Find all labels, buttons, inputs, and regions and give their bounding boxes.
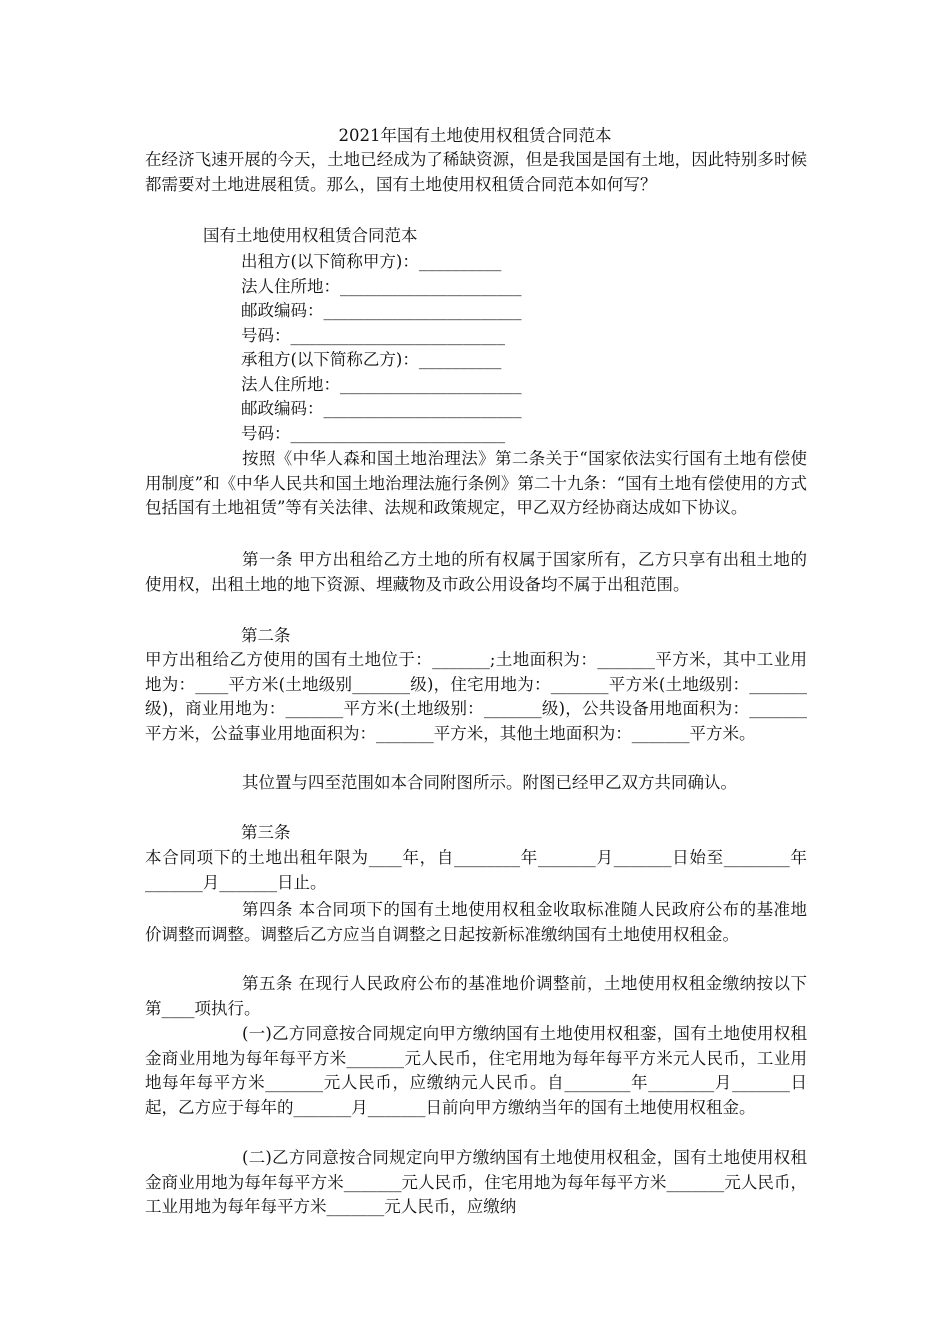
preamble-paragraph: 按照《中华人森和国土地治理法》第二条关于“国家依法实行国有土地有偿使用制度”和《中华人民共和国土地治理法施行条例》第二十九条：“国有土地有偿使用的方式包括国有土地祖赁”等有关法律、法规和政策规定，甲乙双方经协商达成如下协议。	[145, 449, 807, 517]
lessee-name-field: 承租方(以下简称乙方)：__________	[241, 350, 502, 369]
lessor-address-field: 法人住所地：______________________	[241, 277, 522, 296]
article-1: 第一条 甲方出租给乙方土地的所有权属于国家所有，乙方只享有出租土地的使用权，出租土地的地下资源、埋藏物及市政公用设备均不属于出租范围。	[145, 550, 807, 594]
lessor-postcode-field: 邮政编码：________________________	[241, 301, 522, 320]
document-title: 2021年国有土地使用权租赁合同范本	[338, 126, 612, 145]
lessee-postcode-field: 邮政编码：________________________	[241, 399, 522, 418]
lessor-number-field: 号码：__________________________	[241, 326, 505, 345]
article-4: 第四条 本合同项下的国有土地使用权租金收取标准随人民政府公布的基准地价调整而调整。调整后乙方应当自调整之日起按新标准缴纳国有土地使用权租金。	[145, 900, 807, 944]
article-2-body: 甲方出租给乙方使用的国有土地位于：_______;土地面积为：_______平方米，其中工业用地为：____平方米(土地级别_______级)，住宅用地为：_______平方米(土地级别：_______级)，商业用地为：_______平方米(土地级别：_______级)，公共设备用地面积为：_______平方米，公益事业用地面积为：_______平方米，其他土地面积为：_______平方米。	[145, 650, 807, 743]
intro-paragraph: 在经济飞速开展的今天，土地已经成为了稀缺资源，但是我国是国有土地，因此特别多时候都需要对土地进展租赁。那么，国有土地使用权租赁合同范本如何写？	[145, 150, 807, 194]
article-3-body: 本合同项下的土地出租年限为____年，自________年_______月_______日始至________年_______月_______日止。	[145, 848, 807, 892]
article-2-location: 其位置与四至范围如本合同附图所示。附图已经甲乙双方共同确认。	[242, 773, 737, 792]
article-5-item-2: (二)乙方同意按合同规定向甲方缴纳国有土地使用权租金，国有土地使用权租金商业用地为每年每平方米_______元人民币，住宅用地为每年每平方米_______元人民币，工业用地为每年每平方米_______元人民币，应缴纳	[145, 1148, 807, 1216]
article-2-heading: 第二条	[241, 626, 291, 645]
article-5: 第五条 在现行人民政府公布的基准地价调整前，土地使用权租金缴纳按以下第____项执行。	[145, 974, 807, 1018]
contract-subtitle: 国有土地使用权租赁合同范本	[203, 226, 418, 245]
lessor-name-field: 出租方(以下简称甲方)：__________	[241, 252, 502, 271]
article-3-heading: 第三条	[241, 823, 291, 842]
lessee-address-field: 法人住所地：______________________	[241, 375, 522, 394]
lessee-number-field: 号码：__________________________	[241, 424, 505, 443]
article-5-item-1: (一)乙方同意按合同规定向甲方缴纳国有土地使用权租銮，国有土地使用权租金商业用地为每年每平方米_______元人民币，住宅用地为每年每平方米元人民币，工业用地每年每平方米_______元人民币，应缴纳元人民币。自________年________月_______日起，乙方应于每年的_______月_______日前向甲方缴纳当年的国有土地使用权租金。	[145, 1024, 807, 1117]
